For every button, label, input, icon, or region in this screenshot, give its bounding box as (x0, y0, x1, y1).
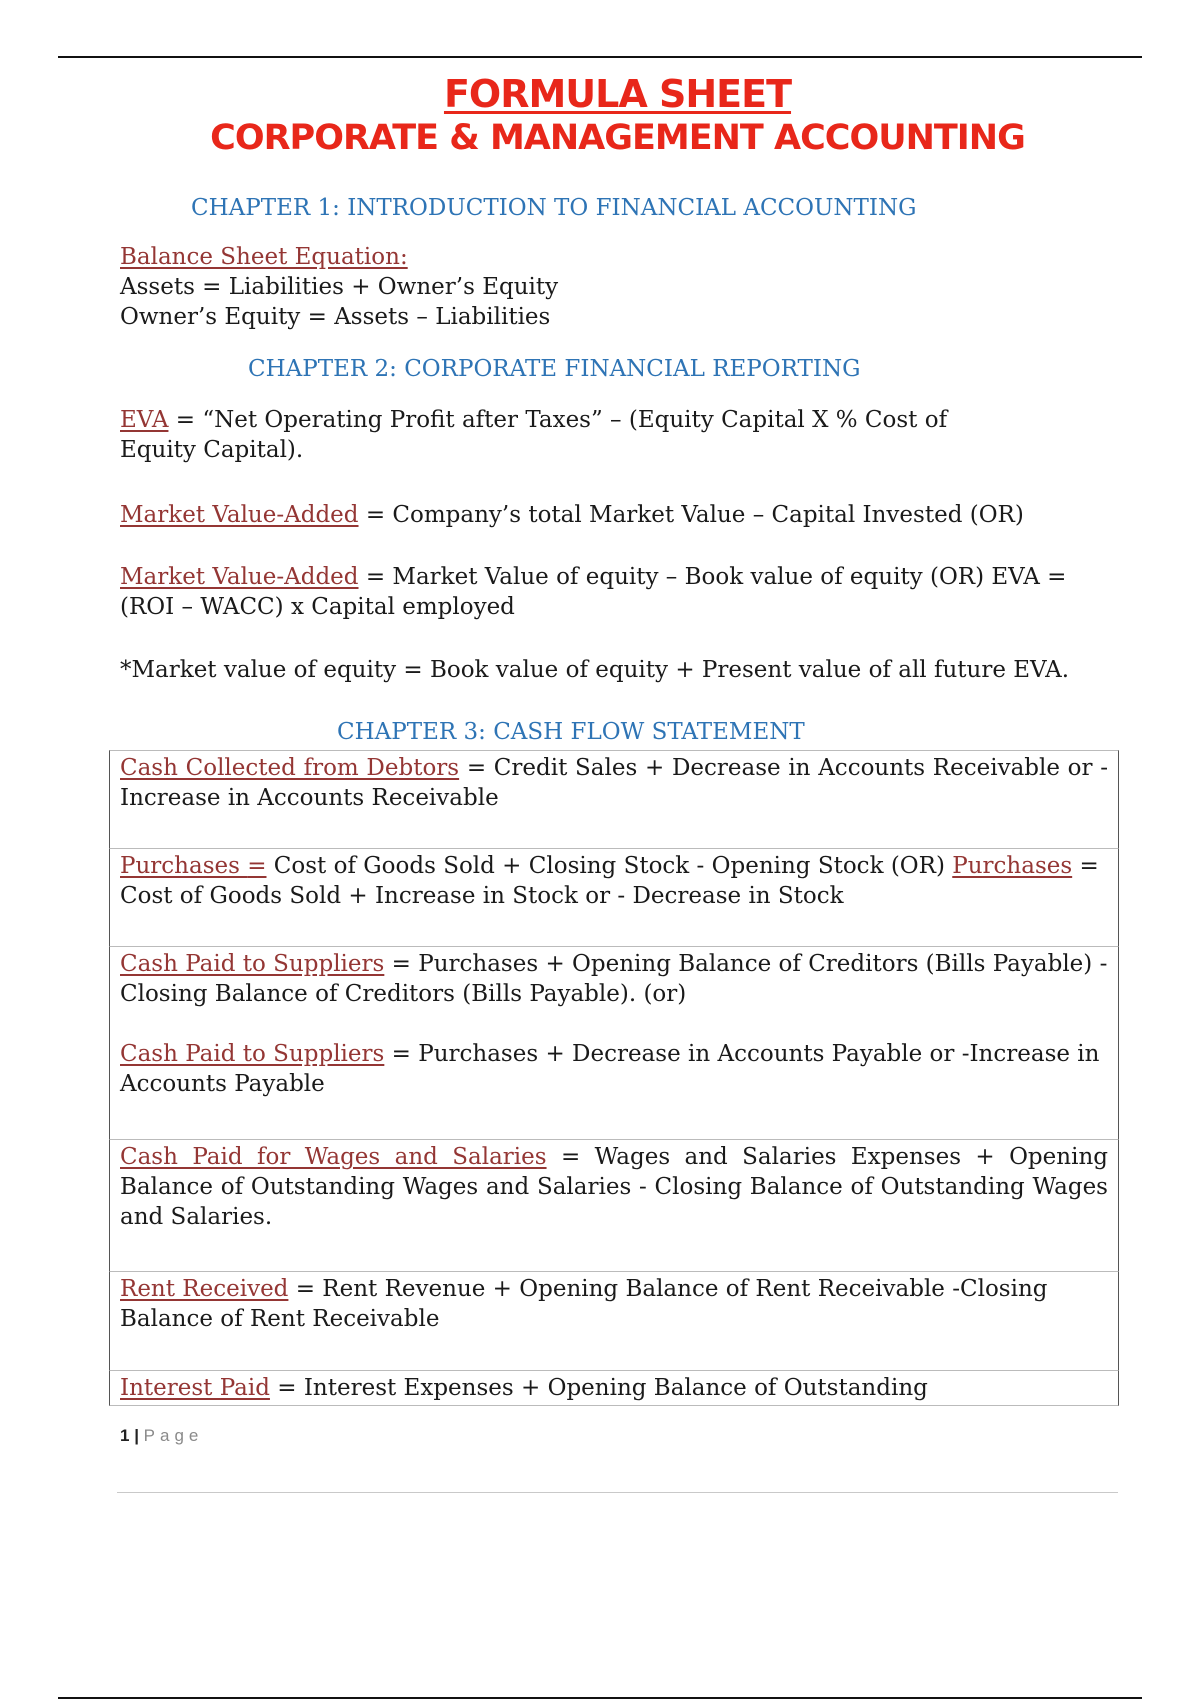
wages-label: Cash Paid for Wages and Salaries (120, 1144, 547, 1170)
purchases-label: Purchases (120, 853, 248, 879)
cash-collected-text: = Credit Sales + Decrease in Accounts Receivable or - Increase in Accounts Receivable (120, 755, 1108, 811)
wages-box (109, 1140, 1119, 1272)
page-separator: | (129, 1426, 144, 1445)
mva-label-2: Market Value-Added (120, 564, 359, 590)
interest-paid-box (109, 1371, 1119, 1406)
eva-formula (120, 405, 1020, 465)
interest-text: = Interest Expenses + Opening Balance of Outstanding (269, 1375, 928, 1401)
suppliers-text-1: = Purchases + Opening Balance of Creditors (Bills Payable) - Closing Balance of Creditors (Bills Payable). (or) (120, 951, 1108, 1007)
page-subtitle: CORPORATE & MANAGEMENT ACCOUNTING (210, 118, 1025, 158)
balance-sheet-line-2: Owner’s Equity = Assets – Liabilities (120, 304, 551, 330)
chapter-3-heading: CHAPTER 3: CASH FLOW STATEMENT (337, 719, 805, 745)
eva-label: EVA (120, 407, 169, 433)
eva-text: = “Net Operating Profit after Taxes” – (Equity Capital X % Cost of Equity Capital). (120, 407, 948, 463)
market-value-note: *Market value of equity = Book value of equity + Present value of all future EVA. (120, 657, 1070, 683)
chapter-1-content (120, 242, 558, 332)
mva-text-2: = Market Value of equity – Book value of equity (OR) EVA = (ROI – WACC) x Capital employed (120, 564, 1067, 620)
purchases-equals: = (247, 853, 267, 879)
balance-sheet-line-1: Assets = Liabilities + Owner’s Equity (120, 274, 559, 300)
rent-text: = Rent Revenue + Opening Balance of Rent Receivable -Closing Balance of Rent Receivable (120, 1276, 1048, 1332)
suppliers-text-2: = Purchases + Decrease in Accounts Payable or -Increase in Accounts Payable (120, 1041, 1100, 1097)
mva-formula-1 (120, 500, 1080, 530)
purchases-text-2: = Cost of Goods Sold + Increase in Stock or - Decrease in Stock (120, 853, 1099, 909)
chapter-2-heading: CHAPTER 2: CORPORATE FINANCIAL REPORTING (248, 356, 861, 382)
rent-received-box (109, 1272, 1119, 1371)
cash-collected-label: Cash Collected from Debtors (120, 755, 460, 781)
top-rule (58, 56, 1142, 58)
page-number: 1 (120, 1426, 130, 1445)
chapter-1-heading: CHAPTER 1: INTRODUCTION TO FINANCIAL ACCOUNTING (191, 195, 917, 221)
mva-label-1: Market Value-Added (120, 502, 359, 528)
page-separator-line (117, 1492, 1118, 1493)
mva-text-1: = Company’s total Market Value – Capital Invested (OR) (358, 502, 1024, 528)
balance-sheet-label: Balance Sheet Equation: (120, 244, 408, 270)
purchases-label-2: Purchases (952, 853, 1073, 879)
suppliers-label-2: Cash Paid to Suppliers (120, 1041, 385, 1067)
bottom-rule (58, 1697, 1142, 1699)
page-footer (120, 1426, 203, 1446)
suppliers-label-1: Cash Paid to Suppliers (120, 951, 385, 977)
wages-text: = Wages and Salaries Expenses + Opening Balance of Outstanding Wages and Salaries - Closing Balance of Outstanding Wages and Salaries. (120, 1144, 1108, 1230)
page-title: FORMULA SHEET (443, 72, 792, 116)
mva-formula-2 (120, 562, 1110, 622)
rent-label: Rent Received (120, 1276, 289, 1302)
purchases-box (109, 849, 1119, 947)
page-word: Page (143, 1426, 204, 1445)
cash-collected-box (109, 750, 1119, 849)
purchases-text: Cost of Goods Sold + Closing Stock - Opening Stock (OR) (266, 853, 953, 879)
cash-paid-suppliers-box (109, 947, 1119, 1140)
interest-label: Interest Paid (120, 1375, 270, 1401)
